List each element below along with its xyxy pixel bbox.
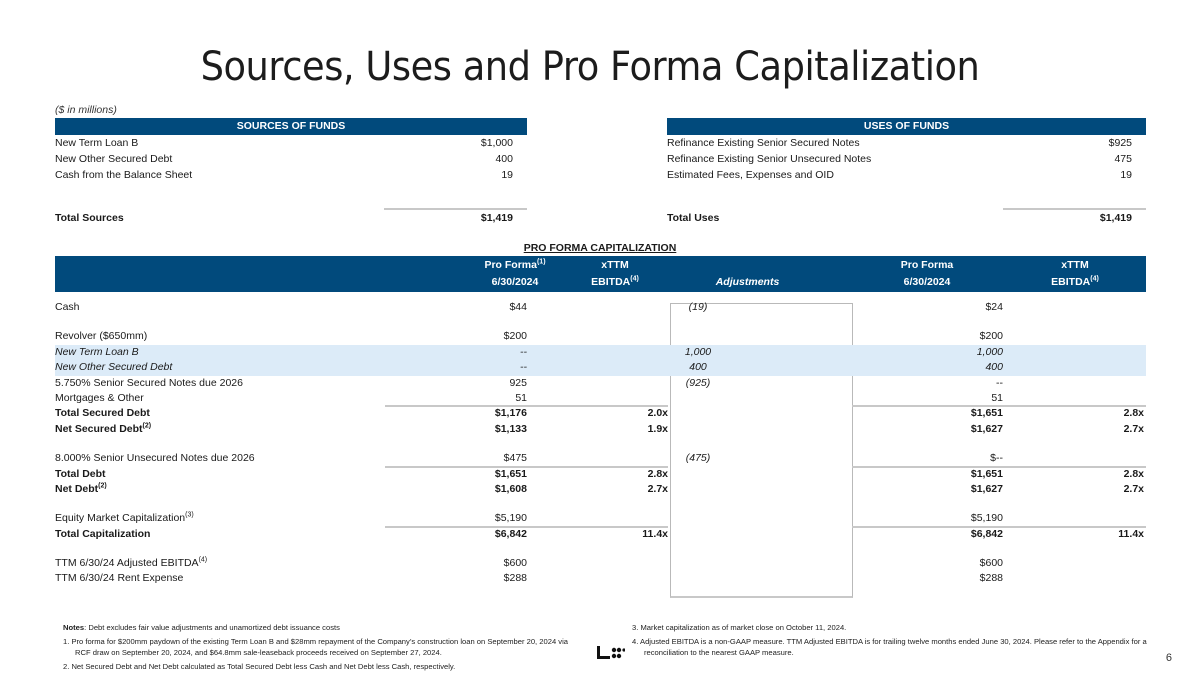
row-label: Net Debt$^{(2)}$ <box>55 482 107 495</box>
company-logo-icon <box>597 644 625 662</box>
row-label: Total Secured Debt <box>55 407 150 420</box>
footnote-ref: (3) <box>185 511 194 519</box>
footnote-ref: (2) <box>142 422 152 430</box>
pro-forma-adjusted-value: -- <box>996 376 1003 389</box>
pro-forma-adjusted-value: $6,842 <box>970 527 1003 540</box>
pro-forma-adjusted-value: $1,627 <box>970 422 1003 435</box>
total-value: $1,419 <box>480 212 513 224</box>
units-note: ($ in millions) <box>55 104 117 116</box>
sources-table <box>55 118 527 224</box>
row-label: Equity Market Capitalization$^{(3)}$ <box>55 511 194 525</box>
pro-forma-table <box>55 300 1146 587</box>
footnote-ref: (2) <box>98 482 107 490</box>
row-label: Refinance Existing Senior Unsecured Notes <box>667 153 872 165</box>
col-label: Pro Forma <box>900 259 954 271</box>
pro-forma-value: $600 <box>503 557 527 570</box>
col-label: Pro Forma <box>484 259 537 271</box>
row-value: $925 <box>1108 137 1132 149</box>
pro-forma-adjusted-value: $1,627 <box>970 482 1003 495</box>
table-row-highlighted: New Other Secured Debt -- 400 400 <box>55 360 1146 375</box>
notes-text: : Debt excludes fair value adjustments and unamortized debt issuance costs <box>84 623 340 632</box>
spacer <box>55 315 1146 329</box>
sources-total <box>55 210 527 226</box>
col-pro-forma-adj-header <box>877 257 977 291</box>
table-row-total <box>55 467 1146 482</box>
xttm-ebitda-value: 2.0x <box>647 407 668 420</box>
col-label: EBITDA <box>591 276 631 288</box>
row-value: 19 <box>501 169 513 181</box>
col-date: 6/30/2024 <box>491 276 539 288</box>
xttm-ebitda-value: 1.9x <box>647 422 668 435</box>
col-xttm-header <box>555 257 675 291</box>
footnote-2: 2. Net Secured Debt and Net Debt calculated as Total Secured Debt less Cash and Net Debt less Cash, respectively. <box>63 662 456 671</box>
xttm-ebitda-value: 11.4x <box>642 527 668 540</box>
pro-forma-value: $5,190 <box>494 512 527 525</box>
row-label: Refinance Existing Senior Secured Notes <box>667 137 860 149</box>
pro-forma-adjusted-value: 400 <box>985 361 1003 374</box>
pro-forma-value: -- <box>520 361 527 374</box>
table-row: Cash $44 $24 (19) <box>55 300 1146 315</box>
uses-total <box>667 210 1146 226</box>
pro-forma-adjusted-value: $24 <box>985 301 1003 313</box>
notes-intro <box>63 622 583 633</box>
row-label: Mortgages & Other <box>55 391 144 404</box>
table-row <box>55 511 1146 526</box>
pro-forma-value: $1,133 <box>494 422 527 435</box>
footnote-ref: (4) <box>198 556 208 564</box>
row-label: 8.000% Senior Unsecured Notes due 2026 <box>55 452 255 465</box>
pro-forma-value: $6,842 <box>494 527 527 540</box>
table-row <box>55 329 1146 344</box>
table-row <box>667 135 1146 151</box>
table-row-total <box>55 406 1146 421</box>
row-value: $1,000 <box>480 137 513 149</box>
pro-forma-header <box>55 256 1146 292</box>
row-value: 475 <box>1114 153 1132 165</box>
table-row-highlighted: New Term Loan B -- 1,000 1,000 <box>55 345 1146 360</box>
pro-forma-value: -- <box>520 345 527 358</box>
spacer <box>55 437 1146 451</box>
xttm-ebitda-adjusted-value: 2.7x <box>1123 422 1144 435</box>
total-value: $1,419 <box>1099 212 1132 224</box>
xttm-ebitda-value: 2.8x <box>647 467 668 480</box>
pro-forma-value: $1,608 <box>494 482 527 495</box>
footnote-1: 1. Pro forma for $200mm paydown of the existing Term Loan B and $28mm repayment of the Company’s construction loan on September 20, 2024 via RCF draw on September 20, 2024, and $64.8mm sale-leaseback proceeds received on September 27, 2024. <box>63 637 568 657</box>
row-label: New Other Secured Debt <box>55 361 173 374</box>
total-label: Total Sources <box>55 212 124 224</box>
total-label: Total Uses <box>667 212 720 224</box>
footnote-ref: (1) <box>536 258 546 266</box>
table-row <box>55 151 527 167</box>
pro-forma-adjusted-value: $200 <box>979 330 1003 343</box>
pro-forma-adjusted-value: $1,651 <box>970 467 1003 480</box>
sources-header: SOURCES OF FUNDS <box>55 118 527 135</box>
row-label: Revolver ($650mm) <box>55 330 148 343</box>
pro-forma-value: $44 <box>509 301 527 313</box>
pro-forma-value: 925 <box>509 376 527 389</box>
total-rule <box>384 208 527 210</box>
total-rule <box>1003 208 1146 210</box>
table-row: 5.750% Senior Secured Notes due 2026 925 -- (925) <box>55 376 1146 391</box>
footnote-ref: (4) <box>1090 275 1099 283</box>
col-label: EBITDA <box>1051 276 1091 288</box>
row-label: TTM 6/30/24 Rent Expense <box>55 572 184 585</box>
pro-forma-value: $288 <box>503 572 527 585</box>
pro-forma-heading: PRO FORMA CAPITALIZATION <box>523 242 677 254</box>
pro-forma-adjusted-value: $288 <box>979 572 1003 585</box>
table-row-total <box>55 422 1146 437</box>
spacer <box>55 542 1146 556</box>
uses-table <box>667 118 1146 224</box>
footnote-3: 3. Market capitalization as of market close on October 11, 2024. <box>632 623 847 632</box>
pro-forma-value: $475 <box>503 452 527 465</box>
pro-forma-adjusted-value: 1,000 <box>976 345 1003 358</box>
spacer <box>55 497 1146 511</box>
row-value: 19 <box>1120 169 1132 181</box>
pro-forma-adjusted-value: 51 <box>991 391 1003 404</box>
table-row <box>55 391 1146 406</box>
row-label: Total Capitalization <box>55 527 151 540</box>
row-label: Cash from the Balance Sheet <box>55 169 193 181</box>
table-row <box>55 135 527 151</box>
pro-forma-adjusted-value: $1,651 <box>970 407 1003 420</box>
row-label: Cash <box>55 301 80 313</box>
table-row <box>55 167 527 183</box>
row-label: TTM 6/30/24 Adjusted EBITDA$^{(4)}$ <box>55 556 208 570</box>
pro-forma-value: $200 <box>503 330 527 343</box>
table-row: 8.000% Senior Unsecured Notes due 2026 $475 $-- (475) <box>55 451 1146 466</box>
notes-label: Notes <box>63 623 85 632</box>
col-label: xTTM <box>1061 259 1089 271</box>
pro-forma-value: $1,176 <box>494 407 527 420</box>
table-row <box>55 556 1146 571</box>
col-date: 6/30/2024 <box>903 276 951 288</box>
row-label: 5.750% Senior Secured Notes due 2026 <box>55 376 243 389</box>
pro-forma-adjusted-value: $-- <box>990 452 1003 465</box>
xttm-ebitda-adjusted-value: 2.8x <box>1123 467 1144 480</box>
row-label: New Term Loan B <box>55 137 139 149</box>
row-label: Estimated Fees, Expenses and OID <box>667 169 834 181</box>
col-label: xTTM <box>601 259 629 271</box>
table-row-total <box>55 527 1146 542</box>
footnote-ref: (4) <box>630 275 639 283</box>
xttm-ebitda-value: 2.7x <box>647 482 668 495</box>
pro-forma-value: $1,651 <box>494 467 527 480</box>
table-row <box>55 571 1146 586</box>
pro-forma-adjusted-value: $5,190 <box>970 512 1003 525</box>
page-number: 6 <box>1165 652 1172 664</box>
xttm-ebitda-adjusted-value: 2.7x <box>1123 482 1144 495</box>
footnote-4: 4. Adjusted EBITDA is a non-GAAP measure. TTM Adjusted EBITDA is for trailing twelve months ended June 30, 2024. Please refer to the Appendix for a reconciliation to the nearest GAAP measure. <box>632 637 1147 657</box>
uses-header: USES OF FUNDS <box>667 118 1146 135</box>
pro-forma-value: 51 <box>515 391 527 404</box>
row-label: New Term Loan B <box>55 345 139 358</box>
xttm-ebitda-adjusted-value: 2.8x <box>1123 407 1144 420</box>
row-label: Net Secured Debt$^{(2)}$ <box>55 422 152 435</box>
table-row <box>667 151 1146 167</box>
page-title: Sources, Uses and Pro Forma Capitalization <box>200 44 980 90</box>
xttm-ebitda-adjusted-value: 11.4x <box>1118 527 1144 540</box>
col-xttm-adj-header <box>1015 257 1135 291</box>
row-value: 400 <box>495 153 513 165</box>
footnotes-right <box>632 622 1152 661</box>
row-label: Total Debt <box>55 467 106 480</box>
table-row <box>667 167 1146 183</box>
col-adjustments-header: Adjustments <box>715 276 780 288</box>
footnotes-left <box>63 622 583 675</box>
row-label: New Other Secured Debt <box>55 153 173 165</box>
table-row-total <box>55 482 1146 497</box>
pro-forma-adjusted-value: $600 <box>979 557 1003 570</box>
